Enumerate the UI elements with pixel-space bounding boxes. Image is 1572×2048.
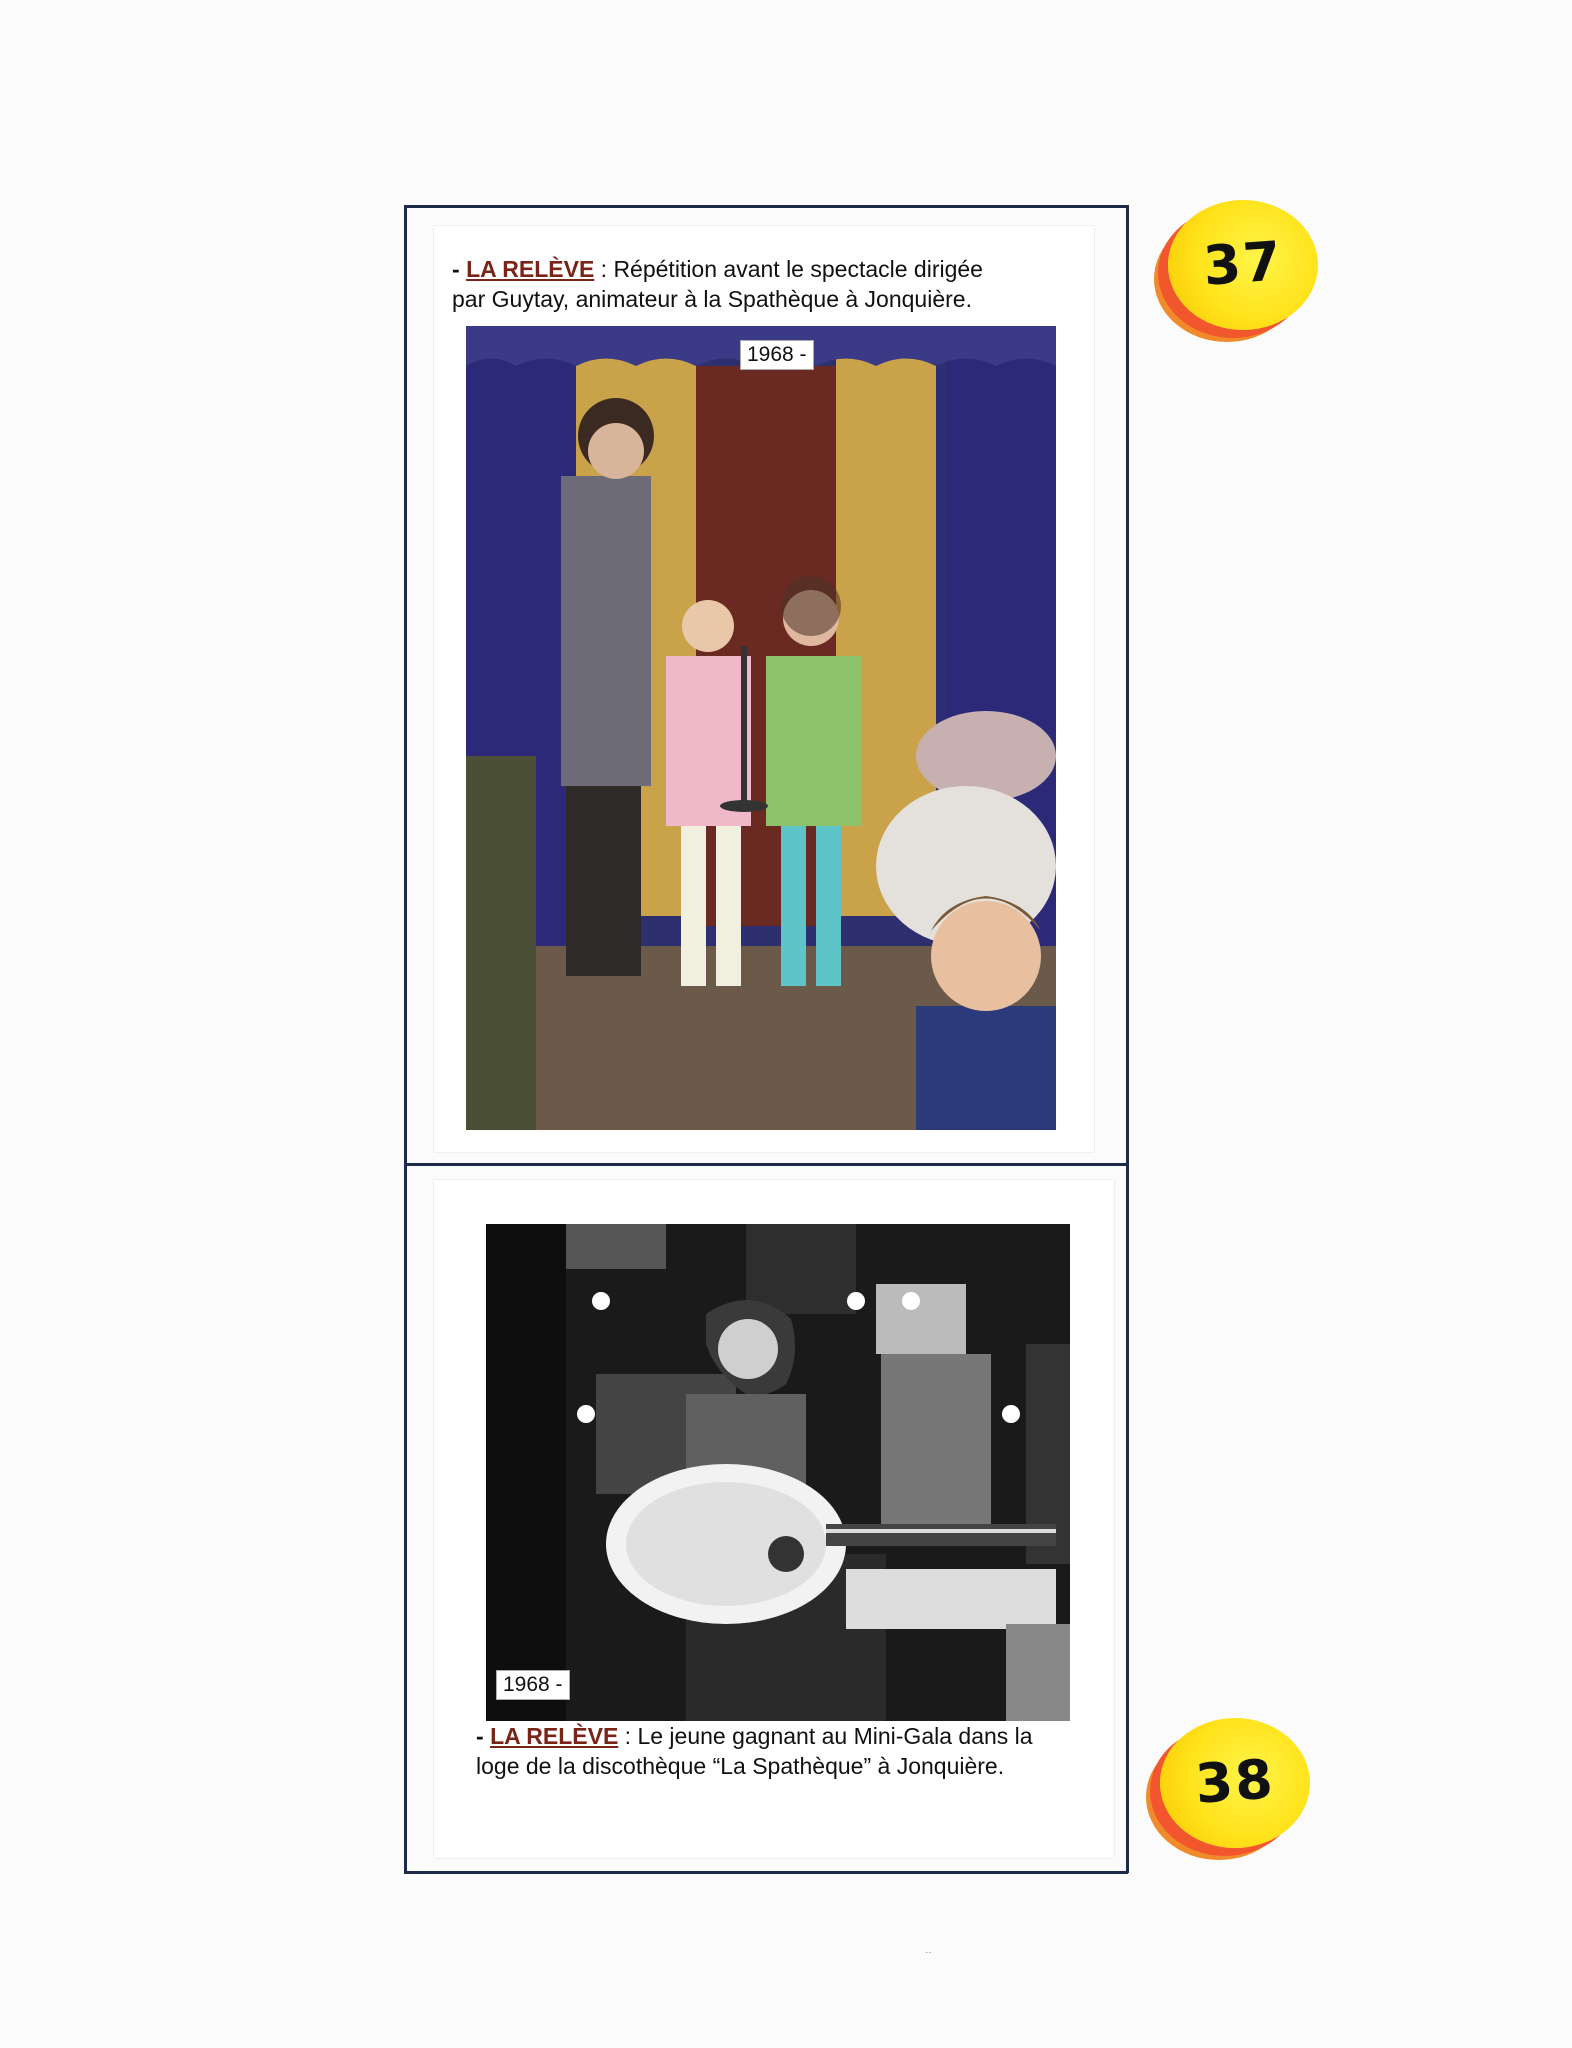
frame-bottom-line (404, 1871, 1128, 1874)
caption-dash: - (452, 256, 460, 282)
guitar-photo-illustration (486, 1224, 1070, 1724)
frame-right-line (1126, 205, 1129, 1873)
page-number-badge-38 (1160, 1718, 1310, 1848)
caption-line-1 (476, 1721, 1076, 1751)
caption-text: : Le jeune gagnant au Mini-Gala dans la (618, 1723, 1033, 1749)
photo-card-2 (434, 1180, 1114, 1858)
caption-line-1 (452, 254, 1062, 284)
caption-text: : Répétition avant le spectacle dirigée (594, 256, 983, 282)
bw-guitar-photo (486, 1224, 1070, 1724)
color-stage-photo (466, 326, 1056, 1130)
caption-dash: - (476, 1723, 484, 1749)
caption-line-2: par Guytay, animateur à la Spathèque à Jonquière. (452, 286, 972, 312)
page-number-badge-37 (1168, 200, 1318, 330)
frame-middle-line (404, 1163, 1128, 1166)
section-name: LA RELÈVE (490, 1723, 619, 1749)
photo-2-caption (476, 1721, 1076, 1781)
photo-card-1 (434, 226, 1094, 1152)
scan-mark: ‥ (925, 1945, 932, 1956)
stage-photo-illustration (466, 326, 1056, 1130)
photo-1-caption (452, 254, 1062, 316)
section-name: LA RELÈVE (466, 256, 595, 282)
badge-number: 37 (1201, 229, 1285, 298)
photo-1-year: 1968 - (740, 340, 814, 370)
frame-top-line (404, 205, 1128, 208)
caption-line-2: loge de la discothèque “La Spathèque” à Jonquière. (476, 1753, 1005, 1779)
photo-2-year: 1968 - (496, 1670, 570, 1700)
badge-number: 38 (1193, 1747, 1277, 1816)
frame-left-line (404, 205, 407, 1873)
